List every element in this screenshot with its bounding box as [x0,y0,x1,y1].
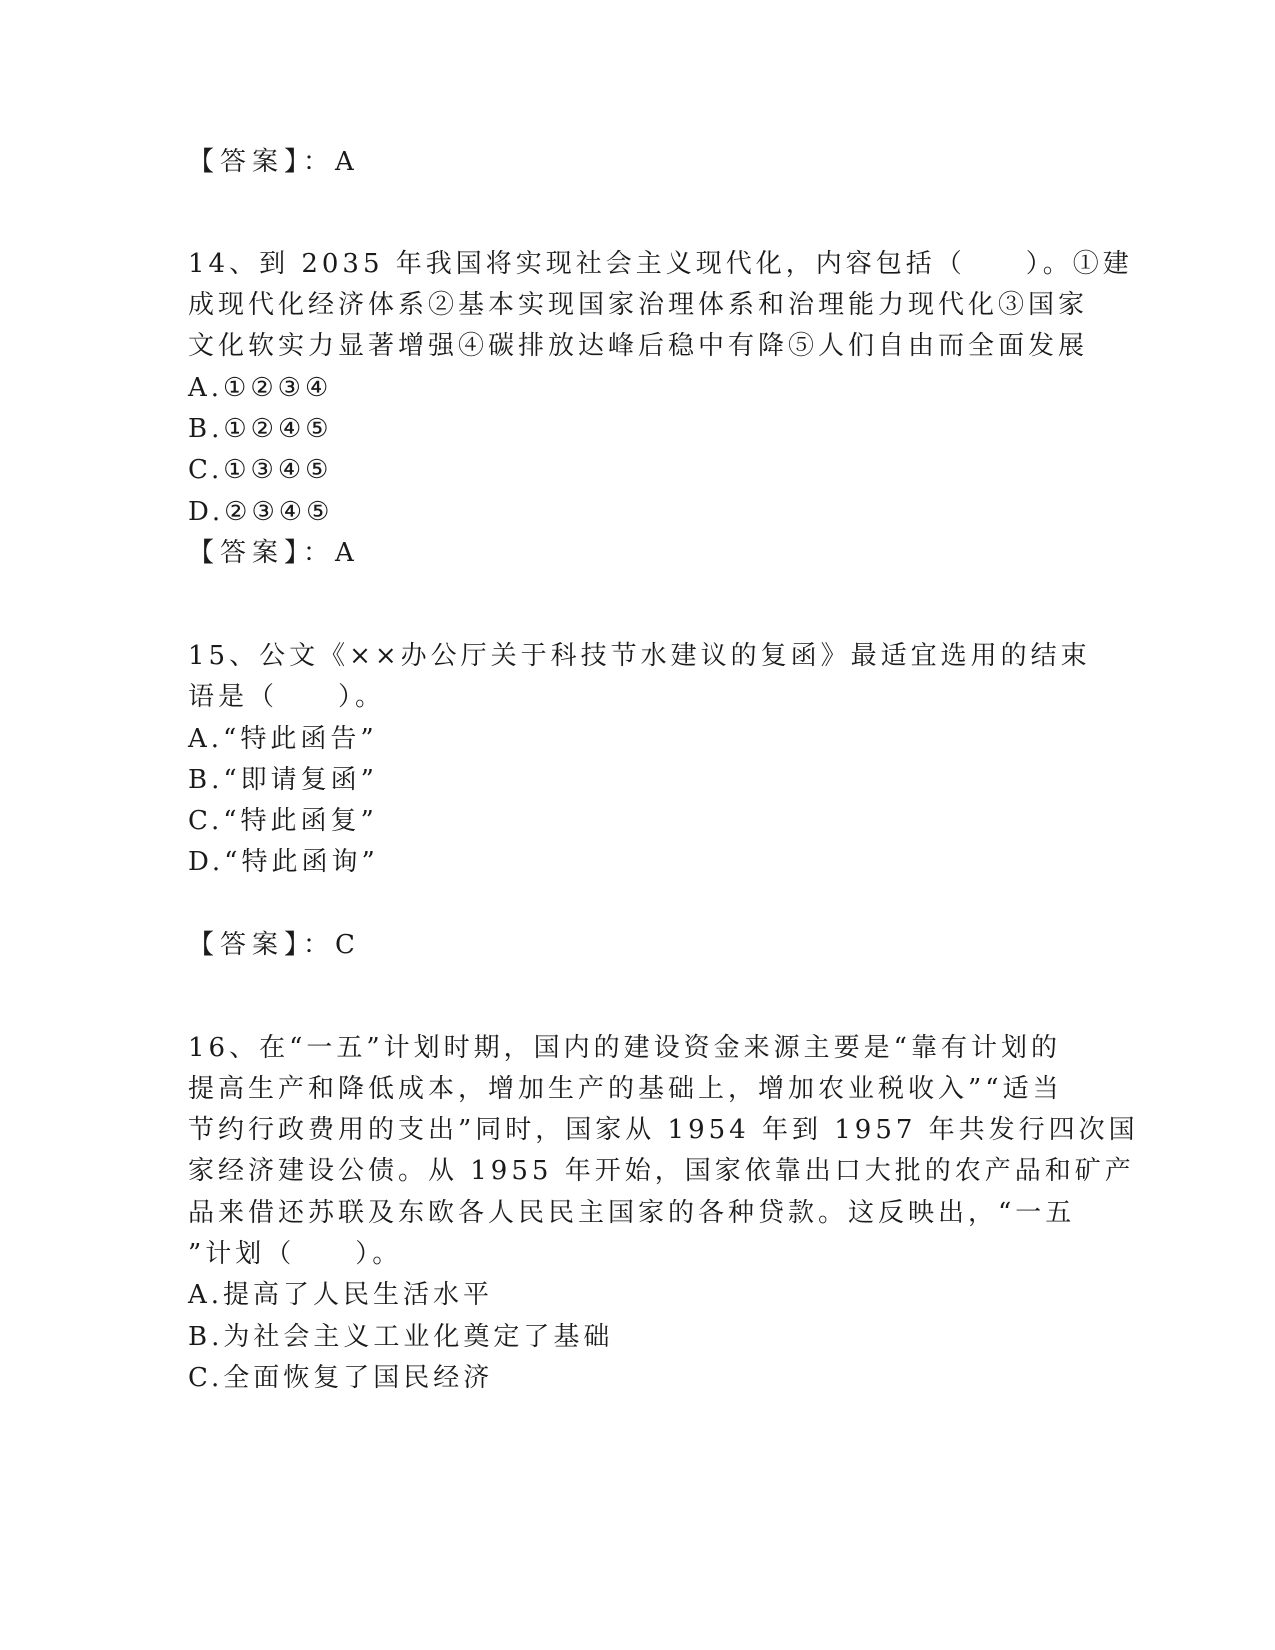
option-a: A.提高了人民生活水平 [188,1280,494,1310]
option-c: C.“特此函复” [188,806,378,836]
question-stem-line: 成现代化经济体系②基本实现国家治理体系和治理能力现代化③国家 [188,290,1089,320]
question-stem-line: 品来借还苏联及东欧各人民民主国家的各种贷款。这反映出，“一五 [188,1198,1076,1228]
answer-label: 【答案】： [188,147,336,177]
answer-line [188,924,1088,967]
question-stem-line: 提高生产和降低成本，增加生产的基础上，增加农业税收入”“适当 [188,1074,1063,1104]
question-stem-line: ”计划（ ）。 [188,1239,403,1269]
answer-line [188,532,1088,575]
answer-label: 【答案】： [188,930,336,960]
question-stem-line: 语是（ ）。 [188,682,386,712]
answer-label: 【答案】： [188,538,336,568]
question-stem-line: 节约行政费用的支出”同时，国家从 1954 年到 1957 年共发行四次国 [188,1115,1139,1145]
option-a: A.①②③④ [188,373,333,403]
question-stem-line: 16、在“一五”计划时期，国内的建设资金来源主要是“靠有计划的 [188,1033,1061,1063]
option-d: D.“特此函询” [188,847,379,877]
option-b: B.①②④⑤ [188,414,333,444]
answer-line [188,141,1088,184]
option-b: B.为社会主义工业化奠定了基础 [188,1322,614,1352]
question-stem-line: 文化软实力显著增强④碳排放达峰后稳中有降⑤人们自由而全面发展 [188,331,1089,361]
option-d: D.②③④⑤ [188,497,334,527]
answer-value: A [335,538,358,568]
option-b: B.“即请复函” [188,765,378,795]
option-c: C.①③④⑤ [188,455,333,485]
question-stem-line: 家经济建设公债。从 1955 年开始，国家依靠出口大批的农产品和矿产 [188,1156,1135,1186]
answer-value: A [335,147,358,177]
option-c: C.全面恢复了国民经济 [188,1363,494,1393]
option-a: A.“特此函告” [188,724,378,754]
question-stem-line: 15、公文《××办公厅关于科技节水建议的复函》最适宜选用的结束 [188,641,1091,671]
answer-value: C [335,930,359,960]
question-stem-line: 14、到 2035 年我国将实现社会主义现代化，内容包括（ ）。①建 [188,249,1133,279]
